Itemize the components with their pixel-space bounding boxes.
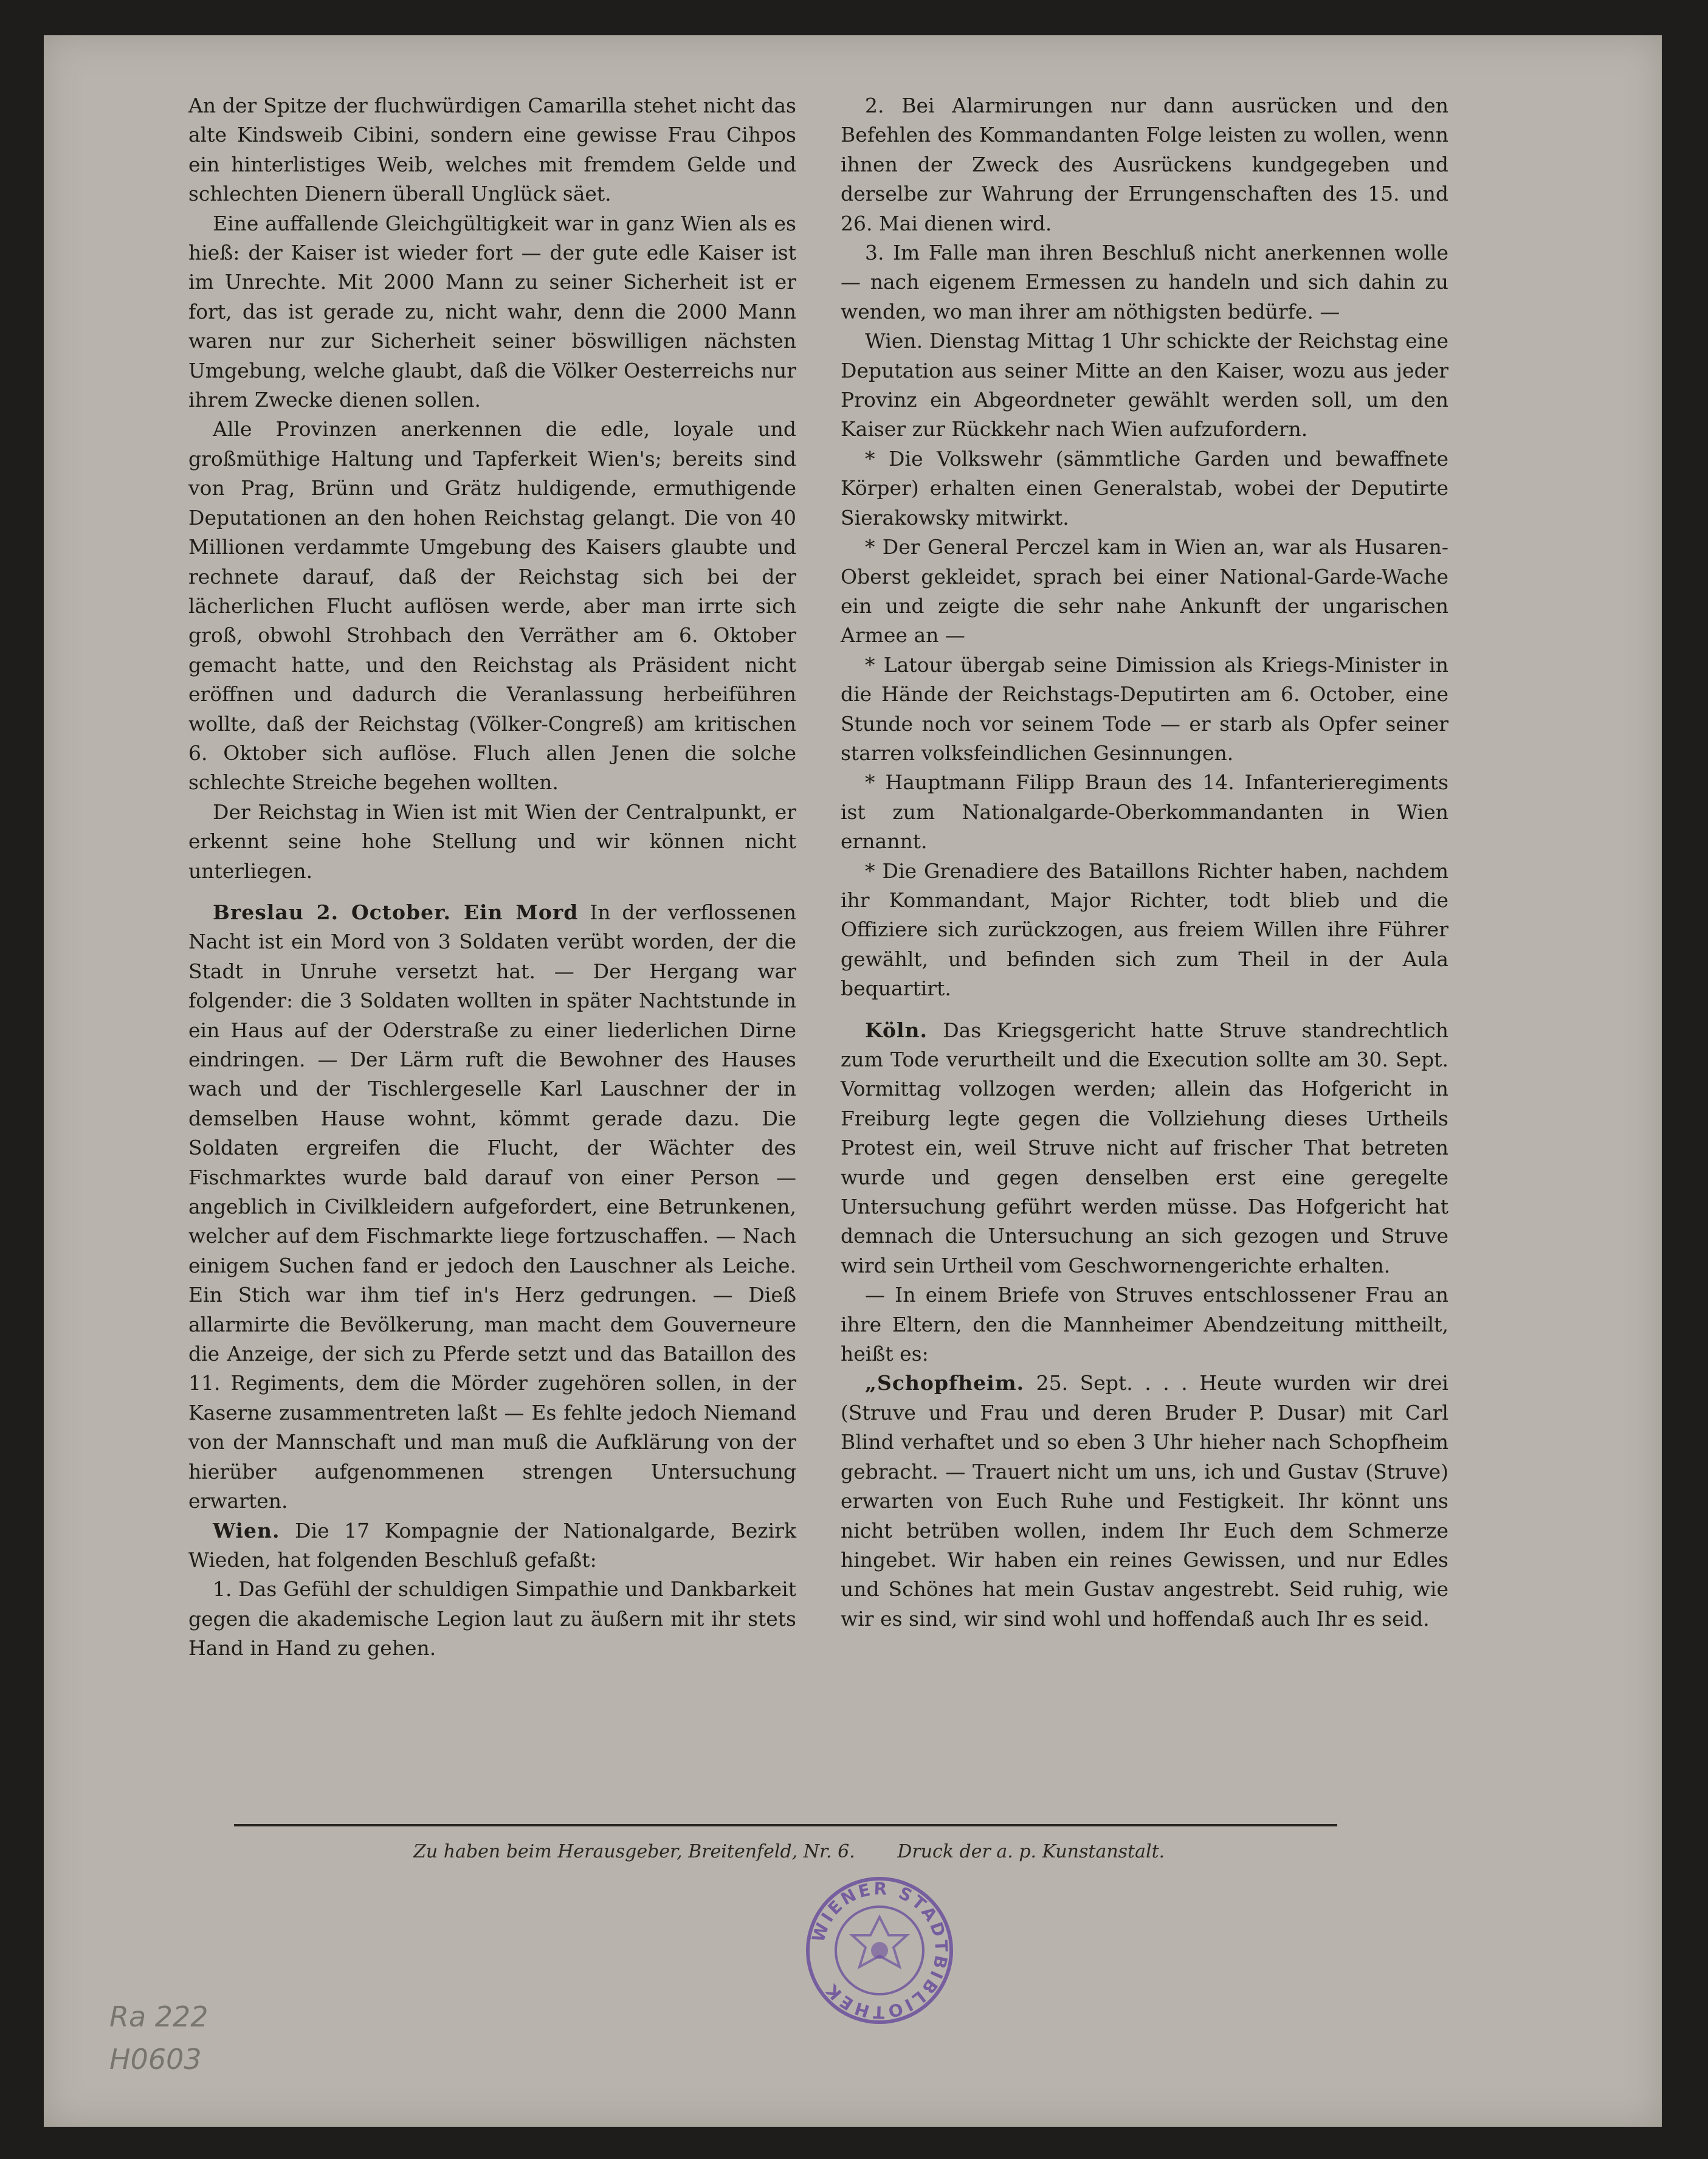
breslau-body: In der verflossenen Nacht ist ein Mord von 3 Soldaten verübt worden, der die Stadt in Unruhe versetzt hat. — Der Hergang war folgender: die 3 Soldaten wollten in später Nachtstunde in ein Haus auf der Oderstraße zu einer liederlichen Dirne eindringen. — Der Lärm ruft die Bewohner des Hauses wach und der Tischlergeselle Karl Lauschner der in demselben Hause wohnt, kömmt gerade dazu. Die Soldaten ergreifen die Flucht, der Wächter des Fischmarktes wurde bald darauf von einer Person — angeblich in Civilkleidern aufgefordert, eine Betrunkenen, welcher auf dem Fischmarkte liege fortzuschaffen. — Nach einigem Suchen fand er jedoch den Lauschner als Leiche. Ein Stich war ihm tief in's Herz gedrungen. — Dieß allarmirte die Bevölkerung, man macht dem Gouverneure die Anzeige, der sich zu Pferde setzt und das Bataillon des 11. Regiments, dem die Mörder zugehören sollen, in der Kaserne zusammentreten laßt — Es fehlte jedoch Niemand von der Mannschaft und man muß die Aufklärung von der hierüber aufgenommenen strengen Untersuchung erwarten.: [188, 900, 796, 1513]
left-paragraph-kaiser: Eine auffallende Gleichgültigkeit war in ganz Wien als es hieß: der Kaiser ist wieder fort — der gute edle Kaiser ist im Unrechte. Mit 2000 Mann zu seiner Sicherheit ist er fort, das ist gerade zu, nicht wahr, denn die 2000 Mann waren nur zur Sicherheit seiner böswilligen nächsten Umgebung, welche glaubt, daß die Völker Oesterreichs nur ihrem Zwecke dienen sollen.: [188, 211, 796, 412]
breslau-article: [188, 898, 796, 1516]
schopfheim-heading: „Schopfheim.: [865, 1371, 1025, 1395]
brief-paragraph: — In einem Briefe von Struves entschlossener Frau an ihre Eltern, den die Mannheimer Abendzeitung mittheilt, heißt es:: [841, 1283, 1448, 1366]
left-paragraph-reichstag: Der Reichstag in Wien ist mit Wien der Centralpunkt, er erkennt seine hohe Stellung und wir können nicht unterliegen.: [188, 800, 796, 883]
svg-text:WIENER STADTBIBLIOTHEK: WIENER STADTBIBLIOTHEK: [808, 1878, 952, 2023]
koeln-heading: Köln.: [865, 1018, 928, 1042]
left-column: [188, 91, 796, 1663]
schopfheim-body: 25. Sept. . . . Heute wurden wir drei (Struve und Frau und deren Bruder P. Dusar) mit Carl Blind verhaftet und so eben 3 Uhr hieher nach Schopfheim gebracht. — Trauert nicht um uns, ich und Gustav (Struve) erwarten von Euch Ruhe und Festigkeit. Ihr könnt uns nicht betrüben wollen, indem Ihr Euch dem Schmerze hingebet. Wir haben ein reines Gewissen, und nur Edles und Schönes hat mein Gustav angestrebt. Seid ruhig, wie wir es sind, wir sind wohl und hoffendaß auch Ihr es seid.: [841, 1371, 1448, 1631]
footer-imprint: [413, 1841, 1325, 1862]
right-column: [841, 91, 1448, 1634]
koeln-article: [841, 1016, 1448, 1281]
wien-heading: Wien.: [213, 1518, 280, 1542]
wien-resolution-item-1: 1. Das Gefühl der schuldigen Simpathie und Dankbarkeit gegen die akademische Legion laut zu äußern mit ihr stets Hand in Hand zu gehen.: [188, 1577, 796, 1660]
note-volkswehr: * Die Volkswehr (sämmtliche Garden und bewaffnete Körper) erhalten einen Generalstab, wobei der Deputirte Sierakowsky mitwirkt.: [841, 446, 1448, 530]
left-paragraph-camarilla: An der Spitze der fluchwürdigen Camarilla stehet nicht das alte Kindsweib Cibini, sondern eine gewisse Frau Cihpos ein hinterlistiges Weib, welches mit fremdem Gelde und schlechten Dienern überall Unglück säet.: [188, 94, 796, 206]
handwritten-shelfmark: [105, 1993, 238, 2084]
koeln-body: Das Kriegsgericht hatte Struve standrechtlich zum Tode verurtheilt und die Execution sollte am 30. Sept. Vormittag vollzogen werden; allein das Hofgericht in Freiburg legte gegen die Vollziehung dieses Urtheils Protest ein, weil Struve nicht auf frischer That betreten wurde und gegen denselben erst eine geregelte Untersuchung geführt werden müsse. Das Hofgericht hat demnach die Untersuchung an sich gezogen und Struve wird sein Urtheil vom Geschwornengerichte erhalten.: [841, 1018, 1448, 1277]
library-stamp: [804, 1874, 956, 2026]
note-grenadiere: * Die Grenadiere des Bataillons Richter haben, nachdem ihr Kommandant, Major Richter, todt blieb und die Offiziere sich zurückzogen, aus freiem Willen ihre Führer gewählt, und befinden sich zum Theil in der Aula bequartirt.: [841, 858, 1448, 1001]
footer-rule: [234, 1824, 1337, 1826]
wien-body: Die 17 Kompagnie der Nationalgarde, Bezirk Wieden, hat folgenden Beschluß gefaßt:: [188, 1518, 796, 1572]
wien-resolution-item-3: 3. Im Falle man ihren Beschluß nicht anerkennen wolle — nach eigenem Ermessen zu handeln und sich dahin zu wenden, wo man ihrer am nöthigsten bedürfe. —: [841, 241, 1448, 323]
wien-article: [188, 1516, 796, 1575]
svg-text:H0603: H0603: [109, 2043, 202, 2076]
left-paragraph-provinzen: Alle Provinzen anerkennen die edle, loyale und großmüthige Haltung und Tapferkeit Wien's; bereits sind von Prag, Brünn und Grätz huldigende, ermuthigende Deputationen an den hohen Reichstag gelangt. Die von 40 Millionen verdammte Umgebung des Kaisers glaubte und rechnete darauf, daß der Reichstag sich bei der lächerlichen Flucht auflösen werde, aber man irrte sich groß, obwohl Strohbach den Verräther am 6. Oktober gemacht hatte, und den Reichstag als Präsident nicht eröffnen und dadurch die Veranlassung herbeiführen wollte, daß der Reichstag (Völker-Congreß) am kritischen 6. Oktober sich auflöse. Fluch allen Jenen die solche schlechte Streiche begehen wollten.: [188, 417, 796, 795]
footer-printer: Druck der a. p. Kunstanstalt.: [897, 1841, 1165, 1862]
breslau-heading: Breslau 2. October. Ein Mord: [213, 900, 579, 924]
svg-text:Ra 222: Ra 222: [109, 2000, 208, 2033]
footer-publisher: Zu haben beim Herausgeber, Breitenfeld, Nr. 6.: [413, 1841, 855, 1862]
wien-resolution-item-2: 2. Bei Alarmirungen nur dann ausrücken und den Befehlen des Kommandanten Folge leisten zu wollen, wenn ihnen der Zweck des Ausrückens kundgegeben und derselbe zur Wahrung der Errungenschaften des 15. und 26. Mai dienen wird.: [841, 94, 1448, 235]
note-braun: * Hauptmann Filipp Braun des 14. Infanterieregiments ist zum Nationalgarde-Oberkommandanten in Wien ernannt.: [841, 770, 1448, 854]
note-perczel: * Der General Perczel kam in Wien an, war als Husaren-Oberst gekleidet, sprach bei einer National-Garde-Wache ein und zeigte die sehr nahe Ankunft der ungarischen Armee an —: [841, 535, 1448, 648]
schopfheim-letter: [841, 1369, 1448, 1634]
note-latour: * Latour übergab seine Dimission als Kriegs-Minister in die Hände der Reichstags-Deputirten am 6. October, eine Stunde noch vor seinem Tode — er starb als Opfer seiner starren volksfeindlichen Gesinnungen.: [841, 652, 1448, 765]
wien-deputation-paragraph: Wien. Dienstag Mittag 1 Uhr schickte der Reichstag eine Deputation aus seiner Mitte an den Kaiser, wozu aus jeder Provinz ein Abgeordneter gewählt werden soll, um den Kaiser zur Rückkehr nach Wien aufzufordern.: [841, 329, 1448, 441]
